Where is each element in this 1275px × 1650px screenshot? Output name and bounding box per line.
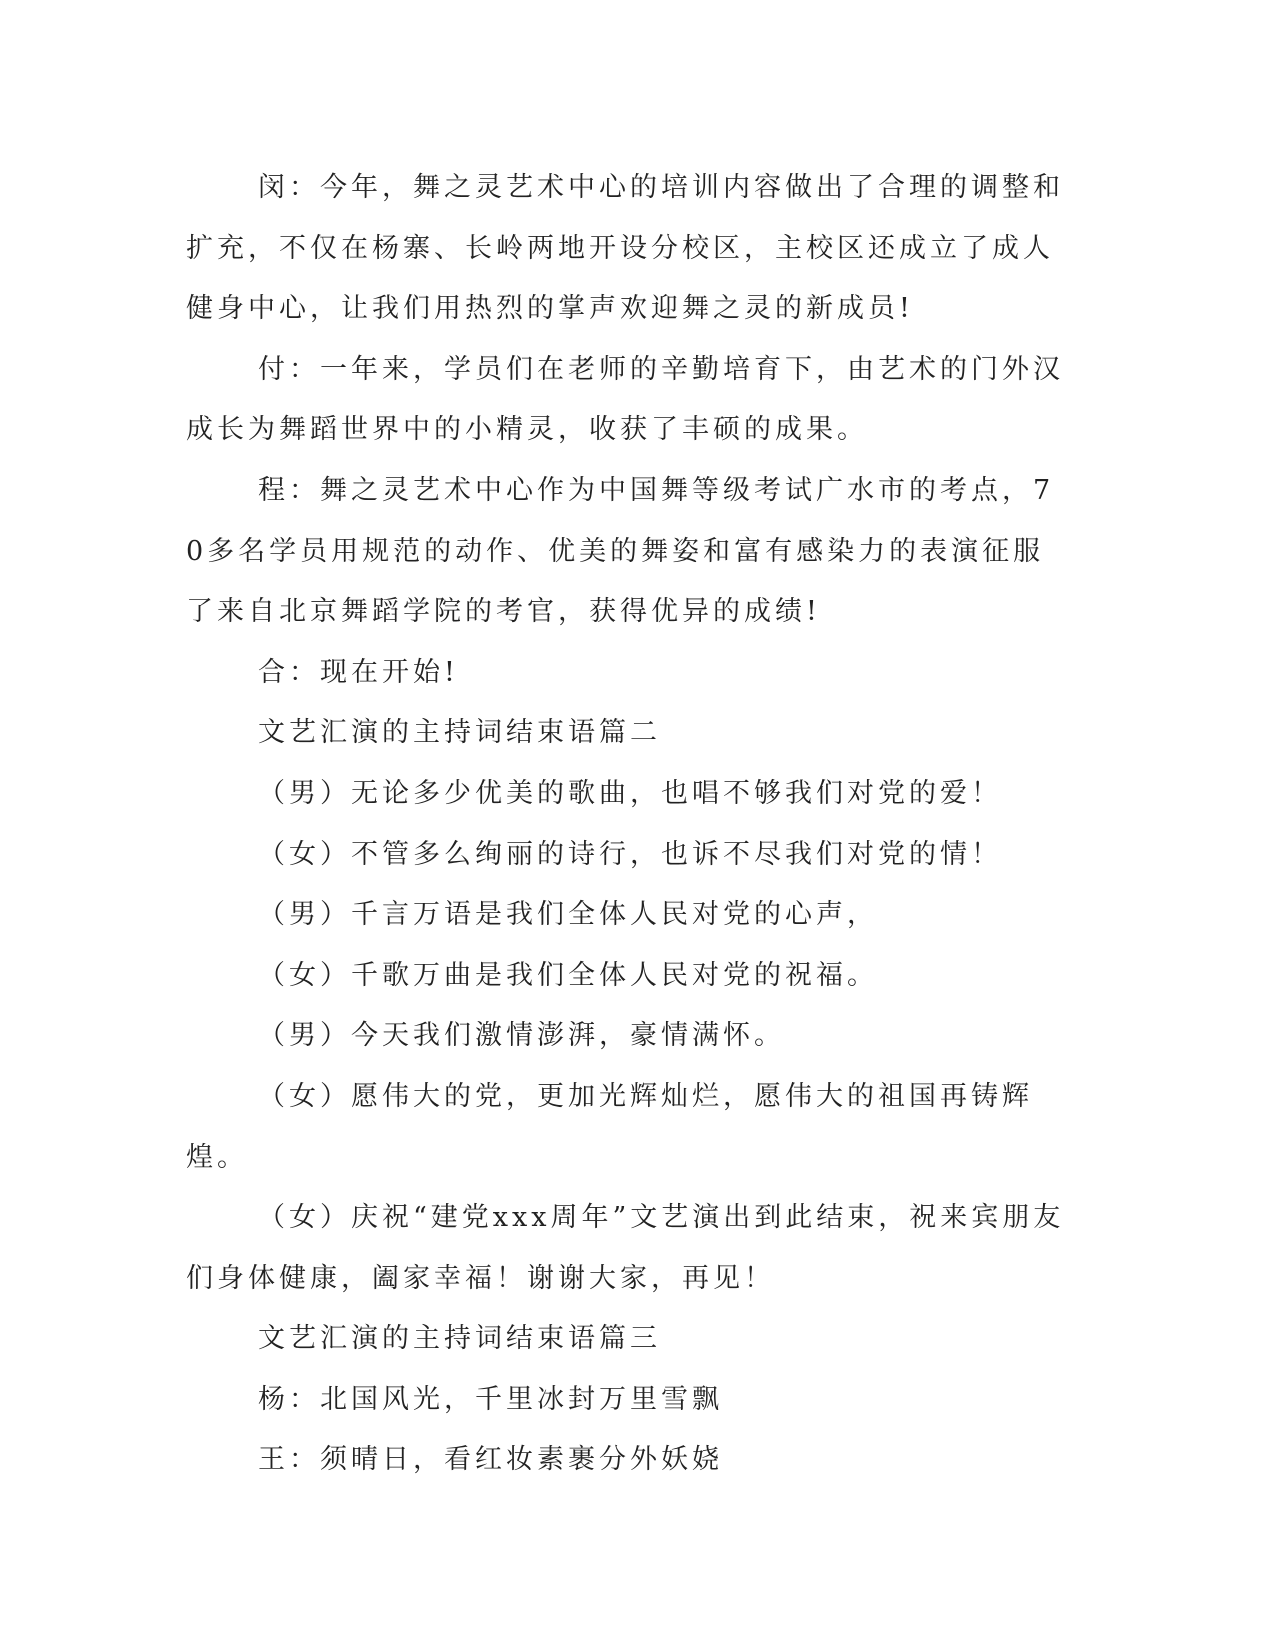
section-heading-part-three: 文艺汇演的主持词结束语篇三 — [258, 1323, 661, 1355]
paragraph-male-1: （男）无论多少优美的歌曲，也唱不够我们对党的爱！ — [258, 777, 1002, 809]
paragraph-fu-intro: 付：一年来，学员们在老师的辛勤培育下，由艺术的门外汉成长为舞蹈世界中的小精灵，收获了丰硕的成果。 — [186, 353, 1064, 446]
paragraph-cheng-intro: 程：舞之灵艺术中心作为中国舞等级考试广水市的考点，70多名学员用规范的动作、优美的舞姿和富有感染力的表演征服了来自北京舞蹈学院的考官，获得优异的成绩! — [186, 474, 1055, 628]
paragraph-male-3: （男）今天我们激情澎湃，豪情满怀。 — [258, 1020, 785, 1052]
paragraph-together-start: 合：现在开始! — [258, 656, 459, 688]
paragraph-female-3: （女）愿伟大的党，更加光辉灿烂，愿伟大的祖国再铸辉煌。 — [186, 1080, 1033, 1173]
paragraph-female-1: （女）不管多么绚丽的诗行，也诉不尽我们对党的情！ — [258, 838, 1002, 870]
paragraph-male-2: （男）千言万语是我们全体人民对党的心声， — [258, 899, 878, 931]
paragraph-yang: 杨：北国风光，千里冰封万里雪飘 — [258, 1383, 723, 1415]
paragraph-female-2: （女）千歌万曲是我们全体人民对党的祝福。 — [258, 959, 878, 991]
paragraph-wang: 王：须晴日，看红妆素裹分外妖娆 — [258, 1444, 723, 1476]
document-body — [186, 158, 1066, 1491]
paragraph-min-intro: 闵：今年，舞之灵艺术中心的培训内容做出了合理的调整和扩充，不仅在杨寨、长岭两地开设分校区，主校区还成立了成人健身中心，让我们用热烈的掌声欢迎舞之灵的新成员! — [186, 172, 1064, 325]
section-heading-part-two: 文艺汇演的主持词结束语篇二 — [258, 717, 661, 749]
paragraph-female-closing: （女）庆祝“建党xxx周年”文艺演出到此结束，祝来宾朋友们身体健康，阖家幸福！谢谢大家，再见！ — [186, 1202, 1065, 1294]
